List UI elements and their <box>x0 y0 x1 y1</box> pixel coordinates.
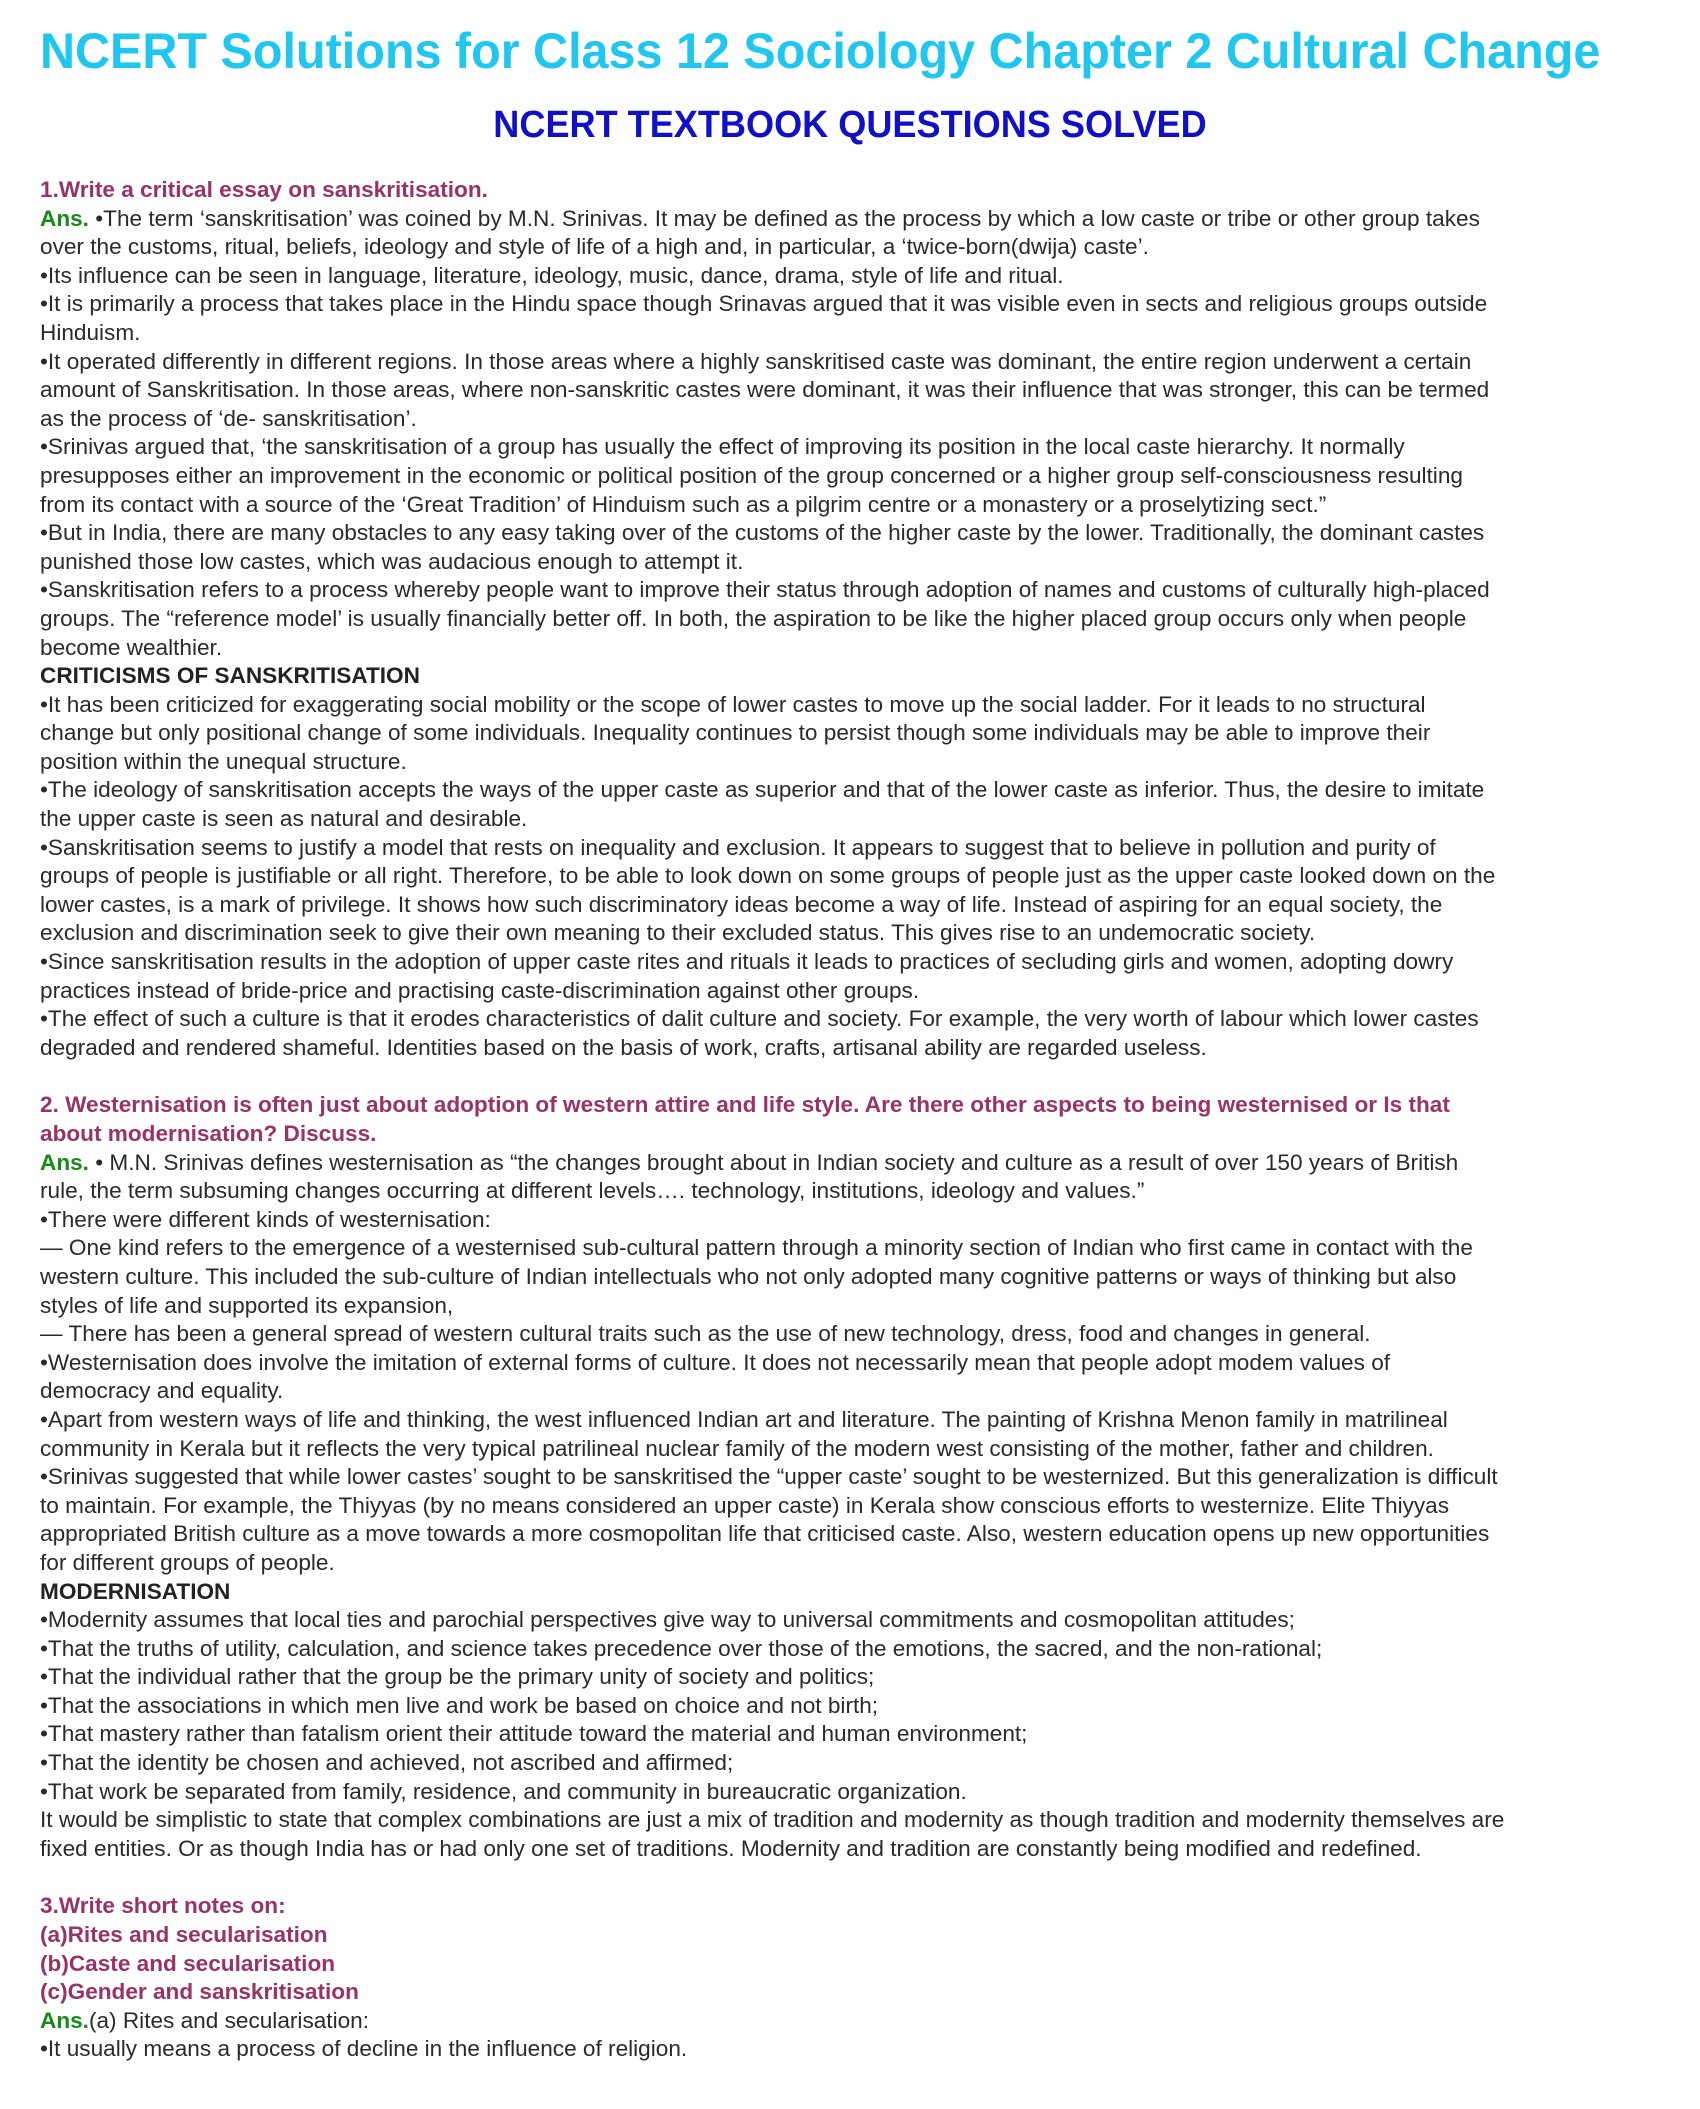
criticism-line: lower castes, is a mark of privilege. It shows how such discriminatory ideas become a way of life. Instead of aspiring for an equal society, the <box>40 891 1443 917</box>
answer-2-line: •Srinivas suggested that while lower castes’ sought to be sanskritised the “upper caste’ sought to be westernized. But this generalization is difficult <box>40 1464 1498 1490</box>
question-3-subitem: (c)Gender and sanskritisation <box>40 1979 359 2005</box>
answer-2-line: appropriated British culture as a move towards a more cosmopolitan life that criticised caste. Also, western education opens up new opportunities <box>40 1521 1490 1547</box>
answer-2-line: community in Kerala but it reflects the very typical patrilineal nuclear family of the modern west consisting of the mother, father and children. <box>40 1435 1434 1461</box>
answer-1-line: from its contact with a source of the ‘Great Tradition’ of Hinduism such as a pilgrim centre or a monastery or a proselytizing sect.” <box>40 491 1327 517</box>
modernisation-line: •That mastery rather than fatalism orient their attitude toward the material and human environment; <box>40 1721 1028 1747</box>
answer-1-line: Hinduism. <box>40 319 141 345</box>
answer-1-line <box>40 205 1680 234</box>
criticism-line: practices instead of bride-price and practising caste-discrimination against other groups. <box>40 977 920 1003</box>
answer-1-line: as the process of ‘de- sanskritisation’. <box>40 405 417 431</box>
criticism-line: •It has been criticized for exaggerating social mobility or the scope of lower castes to move up the social ladder. For it leads to no structural <box>40 691 1426 717</box>
answer-label: Ans. <box>40 205 89 231</box>
answer-3-line: •It usually means a process of decline in the influence of religion. <box>40 2036 688 2062</box>
answer-1-line: presupposes either an improvement in the economic or political position of the group concerned or a higher group self-consciousness resulting <box>40 462 1463 488</box>
section-spacer <box>40 1863 1680 1892</box>
answer-2-line: rule, the term subsuming changes occurring at different levels…. technology, institutions, ideology and values.” <box>40 1178 1145 1204</box>
question-3-title: 3.Write short notes on: <box>40 1893 286 1919</box>
answer-3-line <box>40 2007 1680 2036</box>
modernisation-heading: MODERNISATION <box>40 1578 231 1604</box>
answer-2-line: western culture. This included the sub-culture of Indian intellectuals who not only adopted many cognitive patterns or ways of thinking but also <box>40 1263 1457 1289</box>
answer-text: • M.N. Srinivas defines westernisation as “the changes brought about in Indian society and culture as a result of over 150 years of British <box>88 1149 1459 1175</box>
answer-1-line: •But in India, there are many obstacles to any easy taking over of the customs of the higher caste by the lower. Traditionally, the dominant castes <box>40 520 1485 546</box>
answer-text: (a) Rites and secularisation: <box>88 2007 370 2033</box>
answer-2-line: — There has been a general spread of western cultural traits such as the use of new technology, dress, food and changes in general. <box>40 1321 1371 1347</box>
criticism-line: •The ideology of sanskritisation accepts the ways of the upper caste as superior and that of the lower caste as inferior. Thus, the desire to imitate <box>40 777 1485 803</box>
criticisms-heading: CRITICISMS OF SANSKRITISATION <box>40 663 420 689</box>
answer-label: Ans. <box>40 2007 89 2033</box>
criticism-line: the upper caste is seen as natural and desirable. <box>40 806 528 832</box>
criticism-line: •The effect of such a culture is that it erodes characteristics of dalit culture and society. For example, the very worth of labour which lower castes <box>40 1006 1479 1032</box>
question-2-title: about modernisation? Discuss. <box>40 1121 377 1146</box>
question-2-section <box>40 1091 1680 1863</box>
criticism-line: groups of people is justifiable or all right. Therefore, to be able to look down on some groups of people just as the upper caste looked down on the <box>40 863 1496 889</box>
answer-2-line: •There were different kinds of westernisation: <box>40 1206 491 1232</box>
answer-label: Ans. <box>40 1149 89 1175</box>
document-body <box>40 176 1680 2064</box>
question-3-subitem: (a)Rites and secularisation <box>40 1922 328 1948</box>
page-title: NCERT Solutions for Class 12 Sociology Chapter 2 Cultural Change <box>40 23 1601 79</box>
section-spacer <box>40 1062 1680 1091</box>
question-3-subitem: (b)Caste and secularisation <box>40 1950 336 1976</box>
question-1-section <box>40 176 1680 1062</box>
answer-2-line: styles of life and supported its expansion, <box>40 1292 454 1318</box>
modernisation-line: •Modernity assumes that local ties and parochial perspectives give way to universal commitments and cosmopolitan attitudes; <box>40 1607 1295 1633</box>
answer-2-line: •Apart from western ways of life and thinking, the west influenced Indian art and literature. The painting of Krishna Menon family in matrilineal <box>40 1406 1448 1432</box>
modernisation-line: fixed entities. Or as though India has or had only one set of traditions. Modernity and tradition are constantly being modified and redefined. <box>40 1835 1422 1861</box>
criticism-line: exclusion and discrimination seek to give their own meaning to their excluded status. This gives rise to an undemocratic society. <box>40 920 1316 946</box>
question-2-title: 2. Westernisation is often just about adoption of western attire and life style. Are there other aspects to being westernised or Is that <box>40 1092 1450 1118</box>
criticism-line: •Since sanskritisation results in the adoption of upper caste rites and rituals it leads to practices of secluding girls and women, adopting dowry <box>40 949 1454 975</box>
answer-2-line: to maintain. For example, the Thiyyas (by no means considered an upper caste) in Kerala show conscious efforts to westernize. Elite Thiyyas <box>40 1492 1450 1518</box>
answer-1-line: •Its influence can be seen in language, literature, ideology, music, dance, drama, style of life and ritual. <box>40 262 1064 288</box>
answer-1-line: amount of Sanskritisation. In those areas, where non-sanskritic castes were dominant, it was their influence that was stronger, this can be termed <box>40 377 1490 403</box>
answer-2-line <box>40 1149 1680 1178</box>
question-3-section <box>40 1892 1680 2064</box>
modernisation-line: It would be simplistic to state that complex combinations are just a mix of tradition and modernity as though tradition and modernity themselves are <box>40 1807 1505 1833</box>
modernisation-line: •That the individual rather that the group be the primary unity of society and politics; <box>40 1664 875 1690</box>
answer-1-line: •It is primarily a process that takes place in the Hindu space though Srinavas argued that it was visible even in sects and religious groups outside <box>40 291 1488 317</box>
criticism-line: •Sanskritisation seems to justify a model that rests on inequality and exclusion. It appears to suggest that to believe in pollution and purity of <box>40 834 1436 860</box>
answer-1-line: become wealthier. <box>40 634 223 660</box>
modernisation-line: •That work be separated from family, residence, and community in bureaucratic organization. <box>40 1778 967 1804</box>
answer-2-line: democracy and equality. <box>40 1378 284 1404</box>
answer-text: •The term ‘sanskritisation’ was coined by M.N. Srinivas. It may be defined as the process by which a low caste or tribe or other group takes <box>88 205 1480 231</box>
answer-1-line: •Srinivas argued that, ‘the sanskritisation of a group has usually the effect of improving its position in the local caste hierarchy. It normally <box>40 434 1405 460</box>
answer-2-line: for different groups of people. <box>40 1549 335 1575</box>
answer-1-line: punished those low castes, which was audacious enough to attempt it. <box>40 548 744 574</box>
answer-1-line: groups. The “reference model’ is usually financially better off. In both, the aspiration to be like the higher placed group occurs only when people <box>40 605 1467 631</box>
criticism-line: position within the unequal structure. <box>40 748 407 774</box>
answer-1-line: over the customs, ritual, beliefs, ideology and style of life of a high and, in particular, a ‘twice-born(dwija) caste’. <box>40 234 1149 260</box>
page-subtitle: NCERT TEXTBOOK QUESTIONS SOLVED <box>493 104 1207 146</box>
modernisation-line: •That the identity be chosen and achieved, not ascribed and affirmed; <box>40 1750 734 1776</box>
answer-2-line: — One kind refers to the emergence of a westernised sub-cultural pattern through a minority section of Indian who first came in contact with the <box>40 1235 1473 1261</box>
modernisation-line: •That the truths of utility, calculation, and science takes precedence over those of the emotions, the sacred, and the non-rational; <box>40 1635 1323 1661</box>
answer-1-line: •Sanskritisation refers to a process whereby people want to improve their status through adoption of names and customs of culturally high-placed <box>40 577 1490 603</box>
criticism-line: degraded and rendered shameful. Identities based on the basis of work, crafts, artisanal ability are regarded useless. <box>40 1034 1207 1060</box>
question-1-title: 1.Write a critical essay on sanskritisation. <box>40 177 488 202</box>
answer-1-line: •It operated differently in different regions. In those areas where a highly sanskritised caste was dominant, the entire region underwent a certain <box>40 348 1472 374</box>
modernisation-line: •That the associations in which men live and work be based on choice and not birth; <box>40 1692 879 1718</box>
criticism-line: change but only positional change of some individuals. Inequality continues to persist though some individuals may be able to improve their <box>40 720 1431 746</box>
answer-2-line: •Westernisation does involve the imitation of external forms of culture. It does not necessarily mean that people adopt modem values of <box>40 1349 1391 1375</box>
